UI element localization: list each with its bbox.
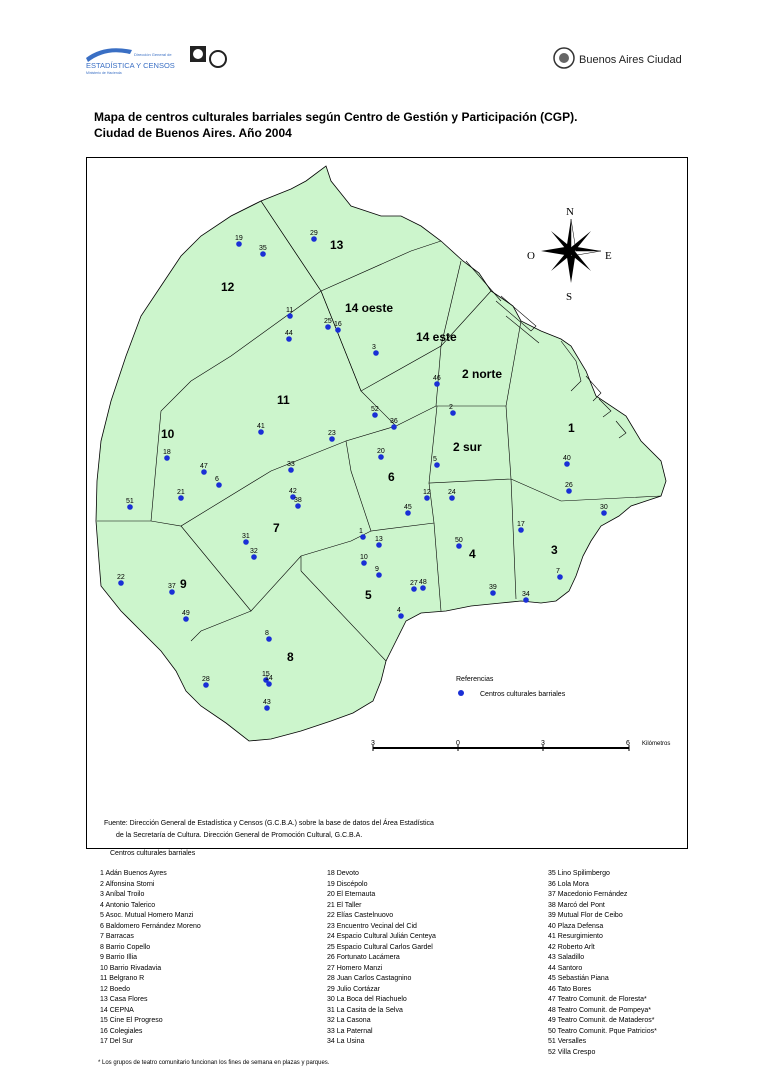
cultural-center-point — [411, 586, 417, 592]
cultural-center-point — [450, 410, 456, 416]
cultural-center-point — [566, 488, 572, 494]
compass-o: O — [527, 250, 535, 262]
list-item: 30 La Boca del Riachuelo — [327, 996, 407, 1003]
scale-tick-label: 0 — [456, 740, 460, 747]
list-item: 21 El Taller — [327, 901, 362, 909]
point-label: 40 — [563, 455, 571, 462]
legend-title: Referencias — [456, 676, 494, 683]
compass-rose-icon — [527, 206, 612, 303]
cultural-center-point — [360, 534, 366, 540]
list-title: Centros culturales barriales — [110, 850, 196, 857]
cultural-center-point — [164, 455, 170, 461]
map-legend — [456, 676, 566, 698]
list-item: 6 Baldomero Fernández Moreno — [100, 922, 201, 930]
cultural-center-point — [564, 461, 570, 467]
list-item: 33 La Paternal — [327, 1027, 373, 1035]
cultural-center-point — [456, 543, 462, 549]
point-label: 2 — [449, 404, 453, 411]
zone-label: 2 norte — [462, 367, 503, 381]
cultural-center-point — [203, 682, 209, 688]
list-item: 15 Cine El Progreso — [100, 1017, 163, 1024]
cultural-center-point — [266, 636, 272, 642]
zone-label: 7 — [273, 521, 280, 535]
list-item: 25 Espacio Cultural Carlos Gardel — [327, 943, 433, 951]
zone-label: 4 — [469, 547, 476, 561]
legend-item: Centros culturales barriales — [480, 691, 566, 698]
point-label: 24 — [448, 489, 456, 496]
list-item: 43 Saladillo — [548, 954, 585, 961]
cultural-center-point — [329, 436, 335, 442]
point-label: 29 — [310, 230, 318, 237]
legend-point-icon — [458, 690, 464, 696]
point-label: 13 — [375, 536, 383, 543]
cultural-center-point — [373, 350, 379, 356]
title-line-1: Mapa de centros culturales barriales según Centro de Gestión y Participación (CGP). — [94, 110, 578, 124]
list-item: 2 Alfonsina Storni — [100, 880, 155, 888]
scale-tick-label: 6 — [626, 740, 630, 747]
cultural-center-point — [236, 241, 242, 247]
cultural-center-point — [266, 681, 272, 687]
list-item: 9 Barrio Illia — [100, 954, 137, 961]
zone-label: 11 — [277, 393, 290, 407]
list-item: 41 Resurgimiento — [548, 933, 603, 940]
point-label: 48 — [419, 579, 427, 586]
compass-s: S — [566, 291, 573, 303]
list-item: 46 Tato Bores — [548, 985, 592, 993]
point-label: 25 — [324, 318, 332, 325]
list-item: 42 Roberto Arlt — [548, 943, 595, 951]
list-item: 17 Del Sur — [100, 1038, 134, 1045]
list-item: 22 Elías Castelnuovo — [327, 912, 394, 919]
list-item: 40 Plaza Defensa — [548, 922, 604, 930]
centers-list-col2 — [327, 869, 436, 1048]
point-label: 20 — [377, 448, 385, 455]
centers-list-col3 — [548, 869, 657, 1058]
zone-label: 3 — [551, 543, 558, 557]
zone-label: 9 — [180, 577, 187, 591]
point-label: 52 — [371, 406, 379, 413]
list-item: 19 Discépolo — [327, 880, 368, 888]
cultural-center-point — [398, 613, 404, 619]
buenos-aires-ciudad-logo — [553, 45, 703, 75]
cultural-center-point — [264, 705, 270, 711]
cultural-center-point — [251, 554, 257, 560]
cultural-center-point — [295, 503, 301, 509]
cultural-center-point — [258, 429, 264, 435]
point-label: 37 — [168, 583, 176, 590]
point-label: 49 — [182, 610, 190, 617]
point-label: 41 — [257, 423, 265, 430]
cultural-center-point — [376, 542, 382, 548]
cultural-center-point — [518, 527, 524, 533]
point-label: 9 — [375, 566, 379, 573]
cultural-center-point — [405, 510, 411, 516]
cultural-center-point — [434, 381, 440, 387]
point-label: 3 — [372, 344, 376, 351]
point-label: 22 — [117, 574, 125, 581]
list-item: 32 La Casona — [327, 1017, 371, 1024]
map-frame — [86, 157, 688, 849]
point-label: 23 — [328, 430, 336, 437]
list-item: 10 Barrio Rivadavia — [100, 964, 162, 972]
zone-label: 1 — [568, 421, 575, 435]
cultural-center-point — [490, 590, 496, 596]
point-label: 31 — [242, 533, 250, 540]
footnote: * Los grupos de teatro comunitario funcionan los fines de semana en plazas y parques. — [98, 1060, 330, 1066]
source-line-1: Fuente: Dirección General de Estadística y Censos (G.C.B.A.) sobre la base de datos del Área Estadística — [104, 820, 434, 827]
cultural-center-point — [376, 572, 382, 578]
scale-unit: Kilómetros — [642, 741, 671, 747]
list-item: 52 Villa Crespo — [548, 1048, 596, 1056]
zone-label: 6 — [388, 470, 395, 484]
point-label: 5 — [433, 456, 437, 463]
point-label: 11 — [286, 307, 294, 314]
zone-label: 12 — [221, 280, 235, 294]
source-note — [104, 818, 434, 842]
point-label: 4 — [397, 607, 401, 614]
list-item: 34 La Usina — [327, 1038, 365, 1045]
list-item: 23 Encuentro Vecinal del Cid — [327, 922, 417, 930]
point-label: 16 — [334, 321, 342, 328]
list-item: 4 Antonio Talerico — [100, 901, 156, 909]
point-label: 42 — [289, 488, 297, 495]
cultural-center-point — [335, 327, 341, 333]
cultural-center-point — [557, 574, 563, 580]
point-label: 27 — [410, 580, 418, 587]
cultural-center-point — [286, 336, 292, 342]
point-label: 35 — [259, 245, 267, 252]
cultural-center-point — [127, 504, 133, 510]
list-item: 3 Aníbal Troilo — [100, 891, 145, 898]
point-label: 18 — [163, 449, 171, 456]
cultural-center-point — [523, 597, 529, 603]
point-label: 39 — [489, 584, 497, 591]
cultural-center-point — [449, 495, 455, 501]
list-item: 51 Versalles — [548, 1038, 587, 1045]
list-item: 28 Juan Carlos Castagnino — [327, 975, 412, 982]
city-map — [87, 158, 687, 848]
scale-tick-label: 3 — [371, 740, 375, 747]
point-label: 33 — [287, 461, 295, 468]
list-item: 8 Barrio Copello — [100, 943, 151, 951]
cultural-center-point — [325, 324, 331, 330]
cultural-center-point — [183, 616, 189, 622]
list-item: 24 Espacio Cultural Julián Centeya — [327, 933, 436, 940]
point-label: 12 — [423, 489, 431, 496]
source-line-2: de la Secretaría de Cultura. Dirección General de Promoción Cultural, G.C.B.A. — [116, 832, 363, 839]
zone-label: 14 este — [416, 330, 457, 344]
svg-text:Dirección General de: Dirección General de — [134, 52, 172, 57]
point-label: 46 — [433, 375, 441, 382]
list-item: 47 Teatro Comunit. de Floresta* — [548, 996, 647, 1003]
list-item: 13 Casa Flores — [100, 996, 148, 1003]
list-item: 18 Devoto — [327, 870, 359, 877]
point-label: 30 — [600, 504, 608, 511]
point-label: 34 — [522, 591, 530, 598]
svg-text:Buenos Aires Ciudad: Buenos Aires Ciudad — [579, 54, 682, 66]
list-item: 7 Barracas — [100, 933, 134, 940]
cultural-center-point — [260, 251, 266, 257]
cultural-center-point — [201, 469, 207, 475]
list-item: 45 Sebastián Piana — [548, 975, 609, 982]
list-item: 48 Teatro Comunit. de Pompeya* — [548, 1006, 651, 1014]
cultural-center-point — [391, 424, 397, 430]
list-item: 5 Asoc. Mutual Homero Manzi — [100, 912, 194, 919]
list-item: 38 Marcó del Pont — [548, 901, 605, 909]
cultural-center-point — [424, 495, 430, 501]
point-label: 6 — [215, 476, 219, 483]
cultural-center-point — [311, 236, 317, 242]
zone-label: 10 — [161, 427, 175, 441]
point-label: 1 — [359, 528, 363, 535]
zone-label: 8 — [287, 650, 294, 664]
point-label: 32 — [250, 548, 258, 555]
list-item: 49 Teatro Comunit. de Mataderos* — [548, 1017, 655, 1024]
cultural-center-point — [378, 454, 384, 460]
cultural-center-point — [420, 585, 426, 591]
point-label: 17 — [517, 521, 525, 528]
point-label: 14 — [265, 675, 273, 682]
scale-bar — [371, 740, 670, 751]
cultural-center-point — [601, 510, 607, 516]
cultural-center-point — [118, 580, 124, 586]
zone-label: 2 sur — [453, 440, 482, 454]
compass-n: N — [566, 206, 574, 218]
cultural-center-point — [434, 462, 440, 468]
point-label: 26 — [565, 482, 573, 489]
zone-label: 13 — [330, 238, 344, 252]
estadistica-censos-logo — [84, 40, 234, 78]
point-label: 45 — [404, 504, 412, 511]
point-label: 50 — [455, 537, 463, 544]
cultural-center-point — [288, 467, 294, 473]
list-item: 12 Boedo — [100, 985, 130, 993]
list-item: 37 Macedonio Fernández — [548, 891, 628, 898]
scale-tick-label: 3 — [541, 740, 545, 747]
compass-e: E — [605, 250, 612, 262]
list-item: 35 Lino Spilimbergo — [548, 870, 610, 877]
point-label: 21 — [177, 489, 185, 496]
svg-text:Ministerio de Hacienda: Ministerio de Hacienda — [86, 71, 122, 75]
point-label: 15 — [262, 671, 270, 678]
list-item: 31 La Casita de la Selva — [327, 1006, 403, 1014]
cultural-center-point — [361, 560, 367, 566]
list-item: 39 Mutual Flor de Ceibo — [548, 912, 623, 919]
zone-label: 14 oeste — [345, 301, 394, 315]
list-item: 16 Colegiales — [100, 1027, 143, 1035]
list-item: 26 Fortunato Lacámera — [327, 954, 400, 961]
cultural-center-point — [216, 482, 222, 488]
point-label: 8 — [265, 630, 269, 637]
cultural-center-point — [287, 313, 293, 319]
point-label: 19 — [235, 235, 243, 242]
point-label: 51 — [126, 498, 134, 505]
list-item: 14 CEPNA — [100, 1006, 134, 1014]
list-item: 1 Adán Buenos Ayres — [100, 870, 167, 877]
list-item: 20 El Eternauta — [327, 891, 376, 898]
list-item: 27 Homero Manzi — [327, 964, 383, 972]
cultural-center-point — [169, 589, 175, 595]
list-item: 11 Belgrano R — [100, 975, 145, 982]
list-item: 36 Lola Mora — [548, 880, 589, 888]
title-line-2: Ciudad de Buenos Aires. Año 2004 — [94, 126, 292, 140]
point-label: 7 — [556, 568, 560, 575]
cultural-center-point — [243, 539, 249, 545]
point-label: 28 — [202, 676, 210, 683]
point-label: 47 — [200, 463, 208, 470]
point-label: 43 — [263, 699, 271, 706]
cultural-center-point — [372, 412, 378, 418]
map-title — [94, 109, 577, 141]
zone-label: 5 — [365, 588, 372, 602]
point-label: 44 — [285, 330, 293, 337]
centers-list-col1 — [100, 869, 201, 1048]
point-label: 36 — [390, 418, 398, 425]
point-label: 38 — [294, 497, 302, 504]
point-label: 10 — [360, 554, 368, 561]
svg-text:ESTADÍSTICA Y CENSOS: ESTADÍSTICA Y CENSOS — [86, 61, 175, 70]
list-item: 44 Santoro — [548, 964, 583, 972]
list-item: 50 Teatro Comunit. Pque Patricios* — [548, 1027, 657, 1035]
cultural-center-point — [178, 495, 184, 501]
list-item: 29 Julio Cortázar — [327, 985, 380, 993]
